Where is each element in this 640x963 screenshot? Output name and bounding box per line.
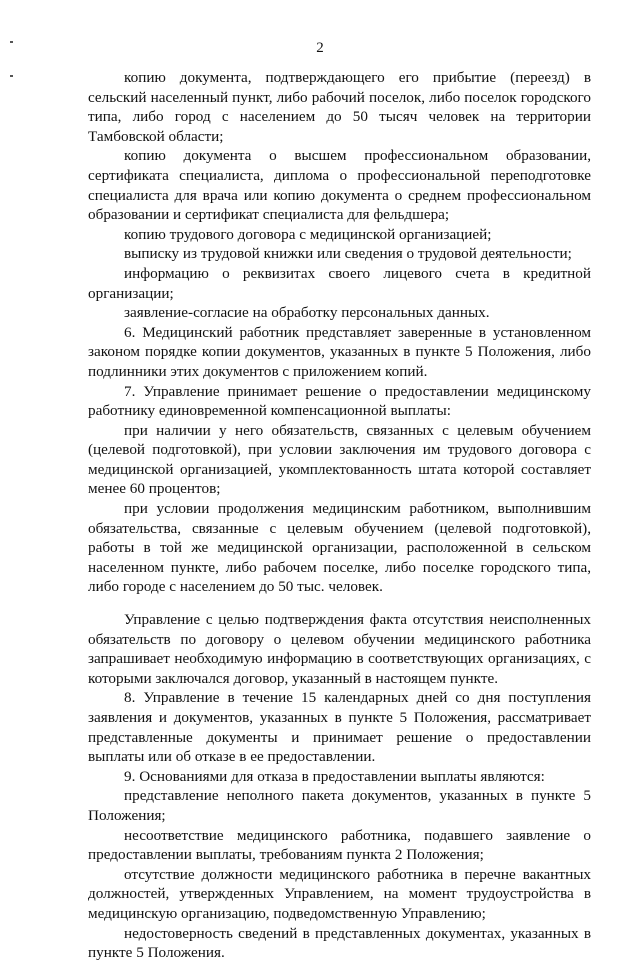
paragraph-verification: Управление с целью подтверждения факта отсутствия неисполненных обязательств по договору о целевом обучении медицинского работника запрашивает необходимую информацию в соответствующих организациях, с которыми заключался договор, указанный в настоящем пункте. bbox=[88, 611, 591, 687]
scan-mark bbox=[10, 75, 13, 77]
paragraph-inaccurate-info: недостоверность сведений в представленных документах, указанных в пункте 5 Положения. bbox=[88, 924, 591, 962]
paragraph-item-7: 7. Управление принимает решение о предоставлении медицинскому работнику единовременной компенсационной выплаты: bbox=[88, 382, 591, 420]
paragraph-item-6: 6. Медицинский работник представляет заверенные в установленном законом порядке копии документов, указанных в пункте 5 Положения, либо подлинники этих документов с приложением копий. bbox=[88, 323, 591, 380]
paragraph-nonconformity: несоответствие медицинского работника, подавшего заявление о предоставлении выплаты, требованиям пункта 2 Положения; bbox=[88, 826, 591, 864]
paragraph-arrival-document: копию документа, подтверждающего его прибытие (переезд) в сельский населенный пункт, либо рабочий поселок, либо поселок городского типа, либо город с населением до 50 тысяч человек на территории Тамбовской области; bbox=[88, 69, 591, 145]
paragraph-continued-work: при условии продолжения медицинским работником, выполнившим обязательства, связанные с целевым обучением (целевой подготовкой), работы в той же медицинской организации, расположенной в сельском населенном пункте, либо рабочем поселке, либо поселке городского типа, либо городе с населением до 50 тыс. человек. bbox=[88, 500, 591, 596]
paragraph-targeted-training: при наличии у него обязательств, связанных с целевым обучением (целевой подготовкой), при условии заключения им трудового договора с медицинской организацией, укомплектованность штата которой составляет менее 60 процентов; bbox=[88, 421, 591, 498]
paragraph-consent: заявление-согласие на обработку персональных данных. bbox=[124, 304, 490, 322]
paragraph-incomplete-package: представление неполного пакета документов, указанных в пункте 5 Положения; bbox=[88, 787, 591, 824]
paragraph-education-document: копию документа о высшем профессиональном образовании, сертификата специалиста, диплома о профессиональной переподготовке специалиста для врача или копию документа о среднем профессиональном образовании и сертификат специалиста для фельдшера; bbox=[88, 147, 591, 224]
paragraph-work-record: выписку из трудовой книжки или сведения о трудовой деятельности; bbox=[124, 245, 572, 263]
paragraph-no-vacancy: отсутствие должности медицинского работника в перечне вакантных должностей, утвержденных Управлением, на момент трудоустройства в медицинскую организацию, подведомственную Управлению; bbox=[88, 865, 591, 922]
paragraph-item-9: 9. Основаниями для отказа в предоставлении выплаты являются: bbox=[124, 767, 545, 785]
document-body bbox=[88, 68, 591, 963]
page-number: 2 bbox=[316, 40, 324, 56]
paragraph-item-8: 8. Управление в течение 15 календарных дней со дня поступления заявления и документов, указанных в пункте 5 Положения, рассматривает представленные документы и принимает решение о предоставлении выплаты или об отказе в ее предоставлении. bbox=[88, 689, 591, 766]
paragraph-bank-account: информацию о реквизитах своего лицевого счета в кредитной организации; bbox=[88, 264, 591, 302]
paragraph-employment-contract: копию трудового договора с медицинской организацией; bbox=[124, 225, 492, 243]
